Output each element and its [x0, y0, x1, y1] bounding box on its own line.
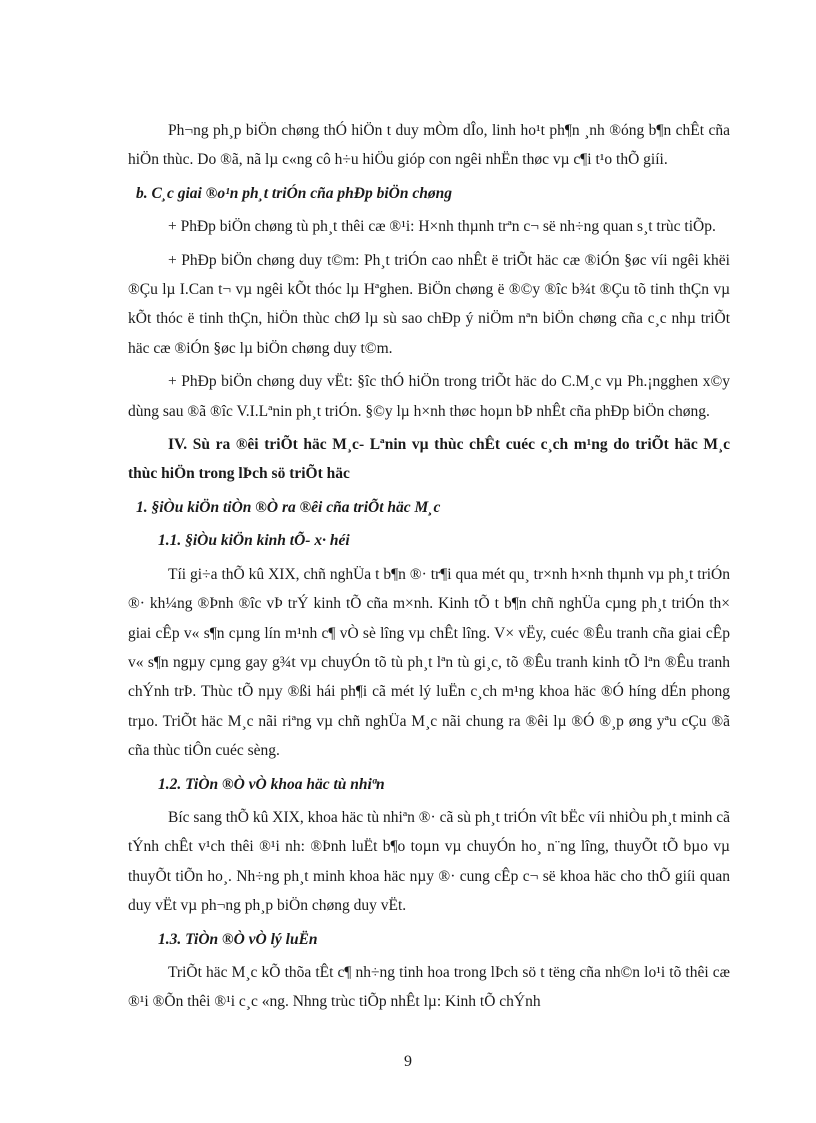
page-number: 9 [404, 1053, 412, 1070]
heading-socioeconomic: 1.1. §iÒu kiÖn kinh tÕ- x· héi [158, 532, 350, 550]
paragraph-materialist-dialectics: + PhÐp biÖn chøng duy vËt: §îc thÓ hiÖn trong triÕt häc do C.M¸c vµ Ph.¡ngghen x©y dùng sau ®ã ®îc V.I.Lªnin ph¸t triÓn. §©y lµ h×nh thøc hoµn bÞ nhÊt cña phÐp biÖn chøng. [128, 373, 730, 420]
paragraph-socioeconomic: Tíi gi÷a thÕ kû XIX, chñ nghÜa t b¶n ®· tr¶i qua mét qu¸ tr×nh h×nh thµnh vµ ph¸t triÓn ®· kh¼ng ®Þnh ®îc vÞ trÝ kinh tÕ cña m×nh. Kinh tÕ t b¶n chñ nghÜa cµng ph¸t triÓn th× giai cÊp v« s¶n cµng lín m¹nh c¶ vÒ sè lîng vµ chÊt lîng. V× vËy, cuéc ®Êu tranh cña giai cÊp v« s¶n ngµy cµng gay g¾t vµ chuyÓn tõ tù ph¸t lªn tù gi¸c, tõ ®Êu tranh kinh tÕ lªn ®Êu tranh chÝnh trÞ. Thùc tÕ nµy ®ßi hái ph¶i cã mét lý luËn c¸ch m¹ng khoa häc ®Ó híng dÉn phong trµo. TriÕt häc M¸c nãi riªng vµ chñ nghÜa M¸c nãi chung ra ®êi lµ ®Ó ®¸p øng yªu cÇu ®ã cña thùc tiÔn cuéc sèng. [128, 565, 730, 760]
paragraph-dialectic-method: Ph¬ng ph¸p biÖn chøng thÓ hiÖn t duy mÒm dÎo, linh ho¹t ph¶n ¸nh ®óng b¶n chÊt cña hiÖn thùc. Do ®ã, nã lµ c«ng cô h÷u hiÖu gióp con ngêi nhËn thøc vµ c¶i t¹o thÕ giíi. [128, 122, 730, 169]
heading-theory: 1.3. TiÒn ®Ò vÒ lý luËn [158, 930, 318, 948]
paragraph-theory: TriÕt häc M¸c kÕ thõa tÊt c¶ nh÷ng tinh hoa trong lÞch sö t tëng cña nh©n lo¹i tõ thêi cæ ®¹i ®Õn thêi ®¹i c¸c «ng. Nhng trùc tiÕp nhÊt lµ: Kinh tÕ chÝnh [128, 963, 730, 1011]
paragraph-natural-science: Bíc sang thÕ kû XIX, khoa häc tù nhiªn ®· cã sù ph¸t triÓn vît bËc víi nhiÒu ph¸t minh cã tÝnh chÊt v¹ch thêi ®¹i nh: ®Þnh luËt b¶o toµn vµ chuyÓn ho¸ n¨ng lîng, thuyÕt tÕ bµo vµ thuyÕt tiÕn ho¸. Nh÷ng ph¸t minh khoa häc nµy ®· cung cÊp c¬ së khoa häc cho thÕ giíi quan duy vËt vµ ph¬ng ph¸p biÖn chøng duy vËt. [128, 808, 730, 915]
document-body [128, 116, 730, 1021]
heading-natural-science: 1.2. TiÒn ®Ò vÒ khoa häc tù nhiªn [158, 775, 385, 793]
paragraph-spontaneous-dialectics: + PhÐp biÖn chøng tù ph¸t thêi cæ ®¹i: H×nh thµnh trªn c¬ së nh÷ng quan s¸t trùc tiÕp. [168, 218, 716, 236]
paragraph-idealist-dialectics: + PhÐp biÖn chøng duy t©m: Ph¸t triÓn cao nhÊt ë triÕt häc cæ ®iÓn §øc víi ngêi khëi ®Çu lµ I.Can t¬ vµ ngêi kÕt thóc lµ Hªghen. BiÖn chøng ë ®©y ®îc b¾t ®Çu tõ tinh thÇn vµ kÕt thóc ë tinh thÇn, hiÖn thùc chØ lµ sù sao chÐp ý niÖm nªn biÖn chøng cña c¸c nhµ triÕt häc cæ ®iÓn §øc lµ biÖn chøng duy t©m. [128, 251, 730, 357]
heading-section-iv: IV. Sù ra ®êi triÕt häc M¸c- Lªnin vµ thùc chÊt cuéc c¸ch m¹ng do triÕt häc M¸c thùc hiÖn trong lÞch sö triÕt häc [128, 436, 730, 483]
heading-stages: b. C¸c giai ®o¹n ph¸t triÓn cña phÐp biÖn chøng [136, 184, 452, 202]
heading-premises: 1. §iÒu kiÖn tiÒn ®Ò ra ®êi cña triÕt häc M¸c [136, 498, 441, 516]
